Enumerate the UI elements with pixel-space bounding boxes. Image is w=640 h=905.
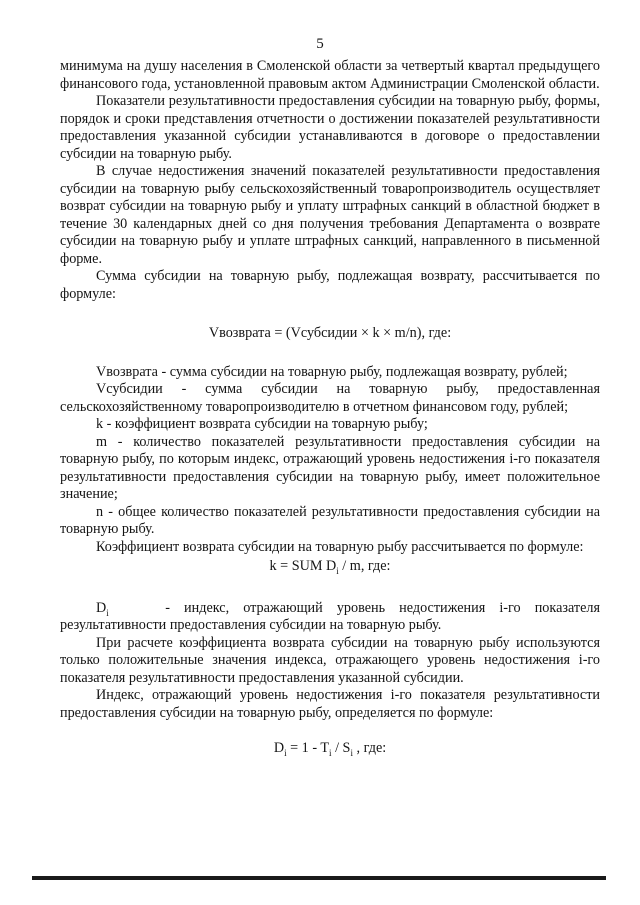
paragraph-coefficient: Коэффициент возврата субсидии на товарную рыбу рассчитывается по формуле: [96,538,584,555]
definition-v-return: Vвозврата - сумма субсидии на товарную рыбу, подлежащая возврату, рублей; [96,363,568,380]
page-number: 5 [316,36,324,52]
definition-v-subsidy: Vсубсидии - сумма субсидии на товарную рыбу, предоставленная сельскохозяйственному товаропроизводителю в отчетном финансовом году, рублей; [60,381,600,415]
definition-m: m - количество показателей результативности предоставления субсидии на товарную рыбу, по которым индекс, отражающий уровень недостижения i-го показателя результативности предоставления субсидии на товарную рыбу, имеет положительное значение; [60,433,600,502]
document-body [60,58,600,758]
paragraph-index: Индекс, отражающий уровень недостижения i-го показателя результативности предоставления субсидии на товарную рыбу, определяется по формуле: [60,687,600,721]
definition-di: $D_i$ - индекс, отражающий уровень недостижения i-го показателя результативности предоставления субсидии на товарную рыбу. [60,599,600,633]
formula-index: $D_i = 1 - T_i / S_i$ , где: [273,740,387,758]
paragraph-4: Сумма субсидии на товарную рыбу, подлежащая возврату, рассчитывается по формуле: [60,268,600,302]
definition-k: k - коэффициент возврата субсидии на товарную рыбу; [96,416,428,432]
definition-n: n - общее количество показателей результативности предоставления субсидии на товарную рыбу. [60,503,600,537]
formula-return-amount: Vвозврата = (Vсубсидии × k × m/n), где: [208,325,452,341]
paragraph-positive-values: При расчете коэффициента возврата субсидии на товарную рыбу используются только положительные значения индекса, отражающего уровень недостижения i-го показателя результативности предоставления указанной субсидии. [60,634,600,686]
paragraph-1: минимума на душу населения в Смоленской области за четвертый квартал предыдущего финансового года, установленной правовым актом Администрации Смоленской области. [60,58,600,92]
formula-coefficient: k = SUM $D_i$ / m, где: [269,558,391,576]
paragraph-2: Показатели результативности предоставления субсидии на товарную рыбу, формы, порядок и сроки представления отчетности о достижении показателей результативности предоставления указанной субсидии устанавливаются в договоре о предоставлении субсидии на товарную рыбу. [60,93,600,162]
di-symbol: D [96,599,107,616]
page-bottom-rule [32,876,606,880]
paragraph-3: В случае недостижения значений показателей результативности предоставления субсидии на товарную рыбу сельскохозяйственный товаропроизводитель осуществляет возврат субсидии на товарную рыбу и уплату штрафных санкций в областной бюджет в течение 30 календарных дней со дня получения требования Департамента о возврате субсидии на товарную рыбу и уплате штрафных санкций, направленного в письменной форме. [60,163,600,267]
